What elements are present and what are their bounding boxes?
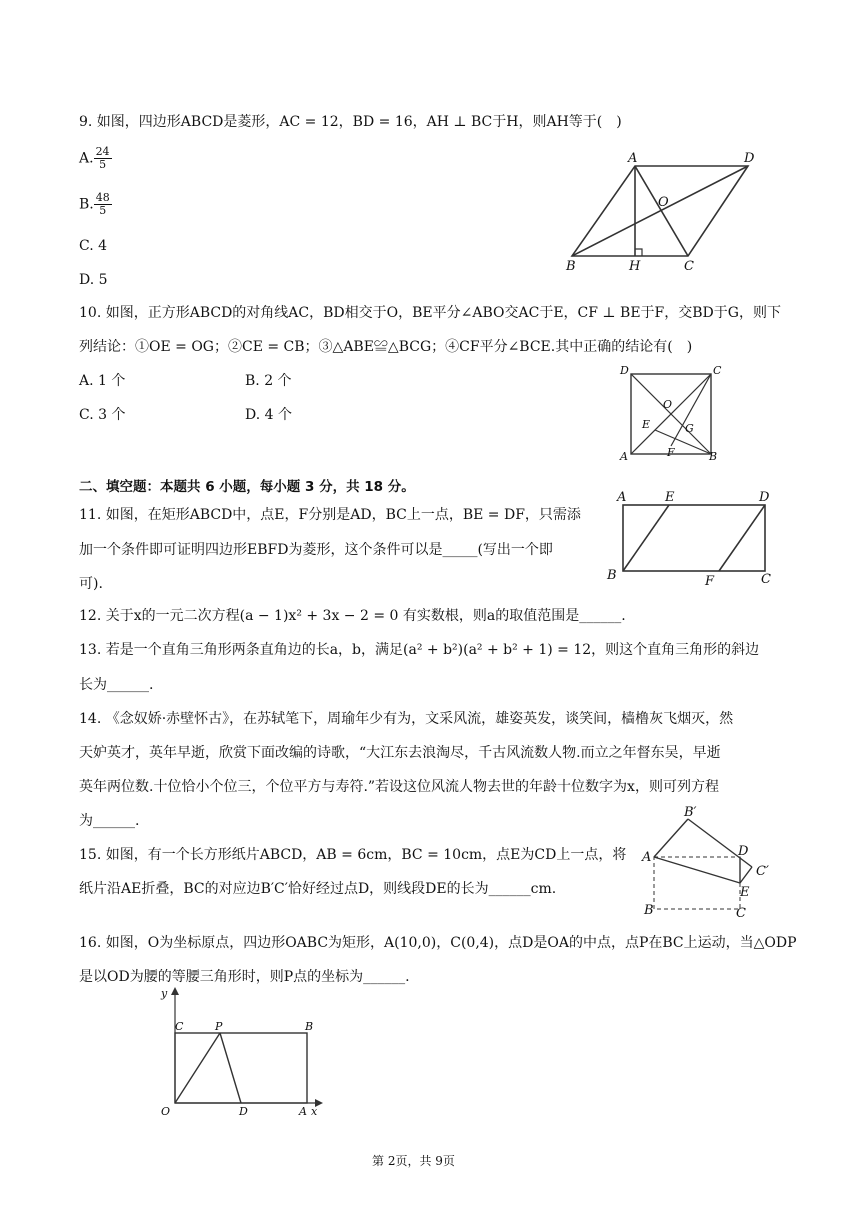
q10-fig-label-d: D [620,364,629,377]
q16-stem-line1: 16. 如图，O为坐标原点，四边形OABC为矩形，A(10,0)，C(0,4)，点D是OA的中点，点P在BC上运动，当△ODP [79,935,797,951]
q9-option-d: D. 5 [79,272,108,288]
q11-fig-label-a: A [617,490,627,505]
q11-fig-label-b: B [607,568,617,583]
q9-fig-label-a: A [628,151,638,166]
q11-stem-line2: 加一个条件即可证明四边形EBFD为菱形，这个条件可以是_____(写出一个即 [79,542,553,558]
q11-rectangle-figure [603,487,783,587]
q10-fig-label-o: O [663,398,673,411]
q11-fig-label-f: F [705,574,715,587]
q9-option-c: C. 4 [79,238,108,254]
q10-fig-label-g: G [685,422,694,435]
q9-option-a-numerator: 24 [95,145,110,158]
q16-fig-label-p: P [215,1020,223,1033]
q16-fig-label-y: y [161,987,168,1000]
q15-fig-label-b: B [644,903,654,918]
q9-option-b-numerator: 48 [95,191,110,204]
q16-fig-label-x: x [311,1105,318,1118]
q14-stem-line1: 14. 《念奴娇·赤壁怀古》，在苏轼笔下，周瑜年少有为，文采风流，雄姿英发，谈笑间，樯橹灰飞烟灭，然 [79,711,734,727]
q16-fig-label-a: A [299,1105,307,1118]
q10-option-b: B. 2 个 [245,373,292,389]
q11-stem-line1: 11. 如图，在矩形ABCD中，点E，F分别是AD，BC上一点，BE = DF，只需添 [79,507,581,523]
q9-fig-label-b: B [566,259,576,273]
q16-coordinate-figure [155,985,335,1120]
q14-stem-line2: 天妒英才，英年早逝，欣赏下面改编的诗歌，“大江东去浪淘尽，千古风流数人物.而立之年督东吴，早逝 [79,745,721,761]
q10-option-a: A. 1 个 [79,373,126,389]
q15-stem-line2: 纸片沿AE折叠，BC的对应边B′C′恰好经过点D，则线段DE的长为______cm. [79,881,557,897]
q11-fig-label-e: E [665,490,675,505]
q13-stem-line1: 13. 若是一个直角三角形两条直角边的长a，b，满足(a² + b²)(a² + b² + 1) = 12，则这个直角三角形的斜边 [79,642,760,658]
q10-option-d: D. 4 个 [245,407,292,423]
section-heading-fill-in: 二、填空题：本题共 6 小题，每小题 3 分，共 18 分。 [79,479,415,495]
q10-option-c: C. 3 个 [79,407,126,423]
q16-stem-line2: 是以OD为腰的等腰三角形时，则P点的坐标为______. [79,969,410,985]
q15-fig-label-c: C [736,906,746,920]
q10-fig-label-e: E [642,418,651,431]
q9-rhombus-figure [560,148,770,273]
q10-fig-label-a: A [620,450,628,462]
q10-square-figure [615,362,725,462]
q9-option-a-fraction [94,146,112,171]
q11-fig-label-d: D [759,490,770,505]
q13-stem-line2: 长为______. [79,677,154,693]
page-footer: 第 2页，共 9页 [372,1154,455,1168]
q9-option-a [79,146,112,171]
q10-stem-line2: 列结论：①OE = OG；②CE = CB；③△ABE≌△BCG；④CF平分∠BCE.其中正确的结论有( ) [79,339,693,355]
q15-fold-figure [632,805,782,920]
q16-fig-label-b: B [305,1020,314,1033]
q16-fig-label-c: C [175,1020,184,1033]
q14-stem-line4: 为______. [79,813,140,829]
q9-fig-label-d: D [744,151,755,166]
q14-stem-line3: 英年两位数.十位恰小个位三，个位平方与寿符.”若设这位风流人物去世的年龄十位数字为x，则可列方程 [79,779,719,795]
q15-fig-label-a: A [642,850,652,865]
q9-option-b-fraction [94,192,112,217]
q9-fig-label-o: O [658,195,669,210]
q10-stem-line1: 10. 如图，正方形ABCD的对角线AC，BD相交于O，BE平分∠ABO交AC于E，CF ⊥ BE于F，交BD于G，则下 [79,305,781,321]
q9-option-a-denominator: 5 [99,158,107,171]
q10-fig-label-c: C [713,364,722,377]
q15-fig-label-c-prime: C′ [756,864,769,879]
q9-option-b [79,192,112,217]
q15-fig-label-b-prime: B′ [684,805,697,820]
q9-option-b-denominator: 5 [99,204,107,217]
q9-stem: 9. 如图，四边形ABCD是菱形，AC = 12，BD = 16，AH ⊥ BC于H，则AH等于( ) [79,114,622,130]
q15-fig-label-d: D [738,844,749,859]
q12-stem: 12. 关于x的一元二次方程(a − 1)x² + 3x − 2 = 0 有实数根，则a的取值范围是______. [79,608,626,624]
q9-option-a-label: A. [79,150,94,167]
q15-stem-line1: 15. 如图，有一个长方形纸片ABCD，AB = 6cm，BC = 10cm，点E为CD上一点，将 [79,847,627,863]
q15-fig-label-e: E [740,885,750,900]
q9-fig-label-h: H [629,259,641,273]
q11-stem-line3: 可). [79,576,103,592]
q10-fig-label-f: F [667,446,675,459]
q16-fig-label-d: D [239,1105,248,1118]
q11-fig-label-c: C [761,572,771,587]
q9-fig-label-c: C [684,259,694,273]
q16-fig-label-o: O [161,1105,171,1118]
q10-fig-label-b: B [709,450,718,462]
q9-option-b-label: B. [79,196,94,213]
